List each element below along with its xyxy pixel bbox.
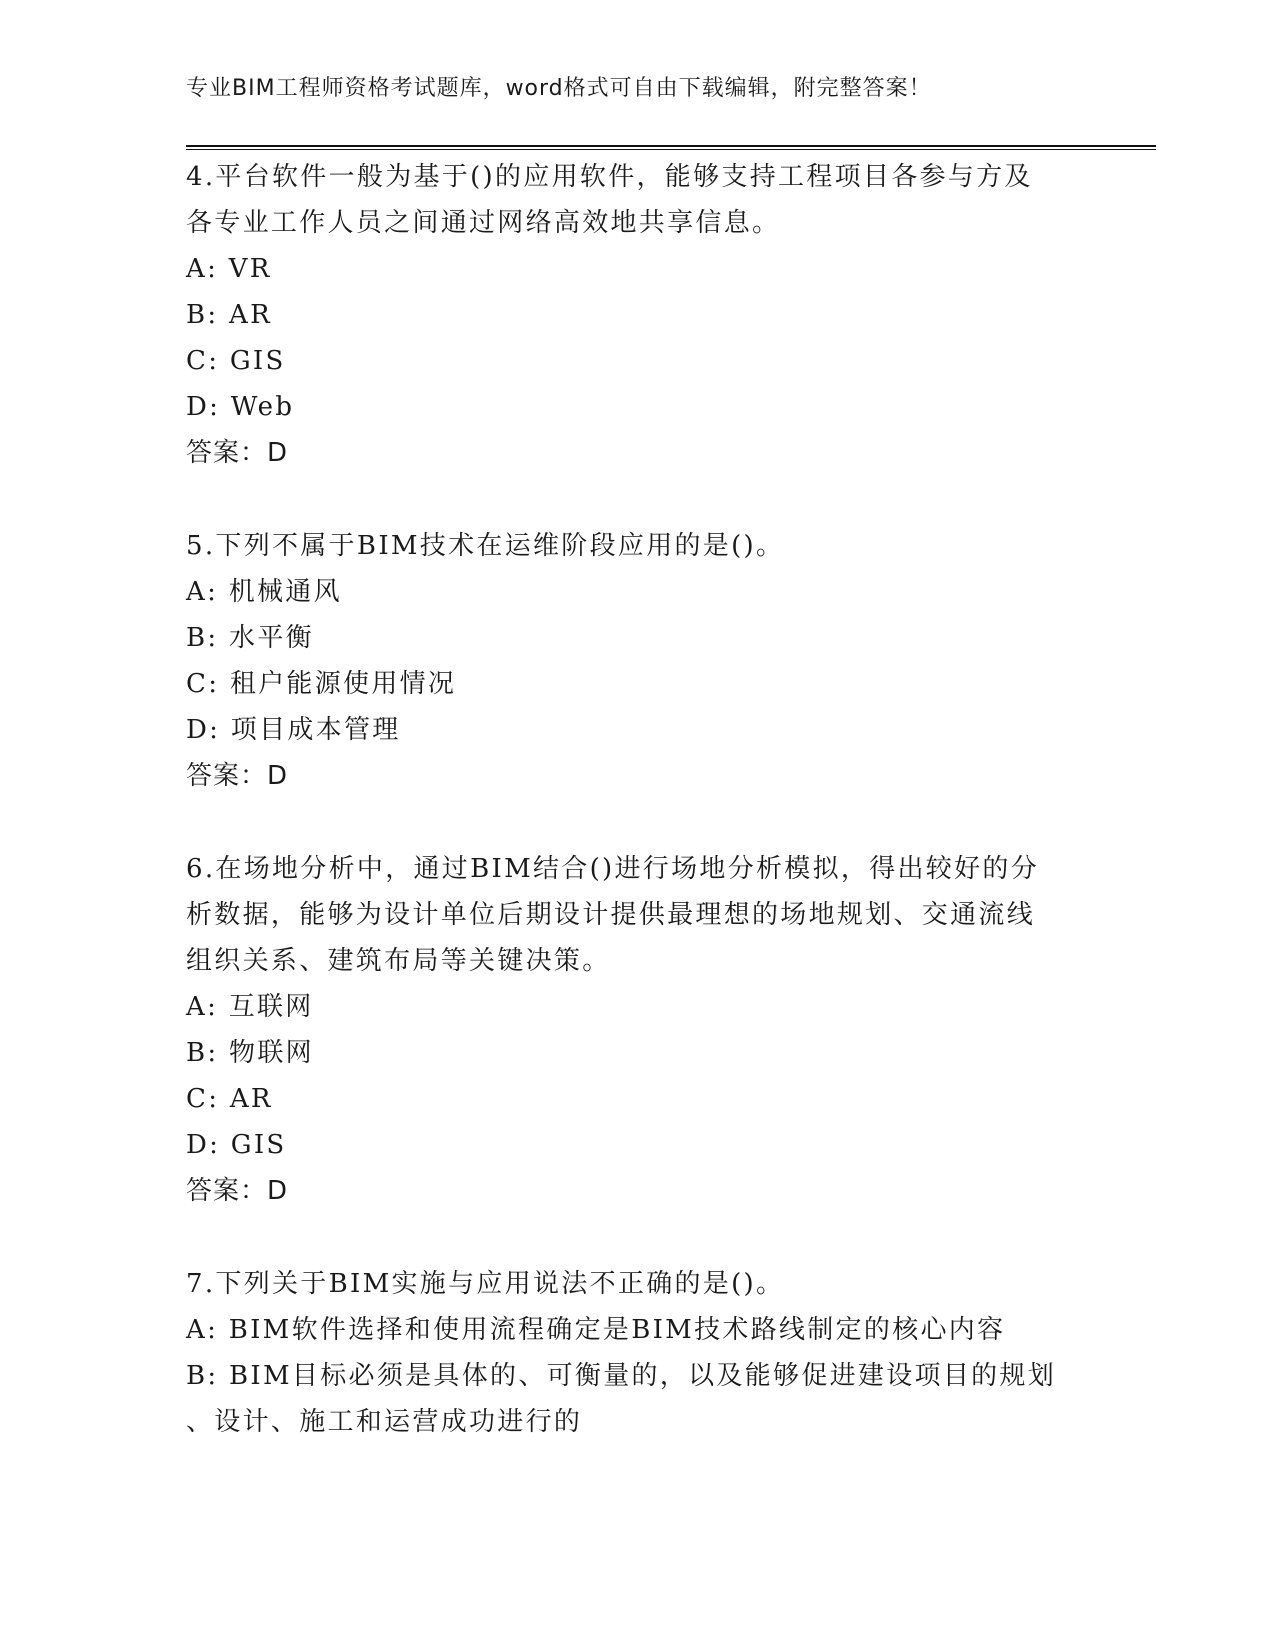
question-stem-line: 5.下列不属于BIM技术在运维阶段应用的是()。 bbox=[186, 531, 785, 561]
option-c: C: 租户能源使用情况 bbox=[186, 669, 457, 699]
option-a: A: VR bbox=[186, 254, 272, 284]
answer-line: 答案：D bbox=[186, 761, 289, 791]
question-stem-line: 析数据，能够为设计单位后期设计提供最理想的场地规划、交通流线 bbox=[186, 900, 1036, 930]
header-divider bbox=[186, 145, 1156, 150]
question-6 bbox=[186, 846, 1146, 1214]
option-c: C: GIS bbox=[186, 346, 286, 376]
question-stem-line: 各专业工作人员之间通过网络高效地共享信息。 bbox=[186, 208, 781, 238]
question-stem-line: 4.平台软件一般为基于()的应用软件，能够支持工程项目各参与方及 bbox=[186, 162, 1033, 192]
option-b: B: 水平衡 bbox=[186, 623, 314, 653]
question-stem-line: 组织关系、建筑布局等关键决策。 bbox=[186, 946, 611, 976]
page-header: 专业BIM工程师资格考试题库，word格式可自由下载编辑，附完整答案！ bbox=[186, 76, 932, 101]
option-d: D: 项目成本管理 bbox=[186, 715, 401, 745]
option-b: B: 物联网 bbox=[186, 1038, 314, 1068]
answer-line: 答案：D bbox=[186, 438, 289, 468]
question-7 bbox=[186, 1261, 1146, 1445]
question-4 bbox=[186, 154, 1146, 476]
question-5 bbox=[186, 523, 1146, 799]
option-a: A: 互联网 bbox=[186, 992, 314, 1022]
option-d: D: GIS bbox=[186, 1130, 287, 1160]
option-a: A: BIM软件选择和使用流程确定是BIM技术路线制定的核心内容 bbox=[186, 1315, 1006, 1345]
option-a: A: 机械通风 bbox=[186, 577, 342, 607]
option-d: D: Web bbox=[186, 392, 295, 422]
question-list bbox=[186, 154, 1146, 1492]
option-c: C: AR bbox=[186, 1084, 273, 1114]
option-b-continued: 、设计、施工和运营成功进行的 bbox=[186, 1407, 583, 1437]
option-b: B: AR bbox=[186, 300, 272, 330]
option-b: B: BIM目标必须是具体的、可衡量的，以及能够促进建设项目的规划 bbox=[186, 1361, 1057, 1391]
question-stem-line: 7.下列关于BIM实施与应用说法不正确的是()。 bbox=[186, 1269, 785, 1299]
answer-line: 答案：D bbox=[186, 1176, 289, 1206]
question-stem-line: 6.在场地分析中，通过BIM结合()进行场地分析模拟，得出较好的分 bbox=[186, 854, 1039, 884]
